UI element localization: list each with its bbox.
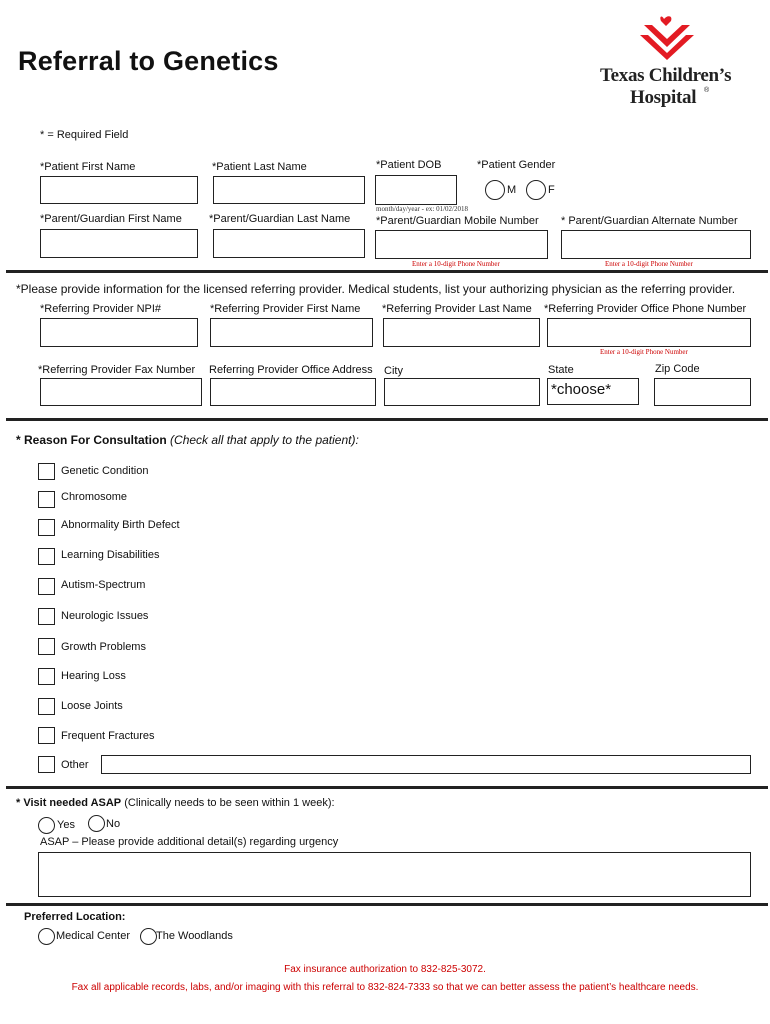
reason-heading	[16, 433, 359, 447]
section-divider	[6, 270, 768, 273]
checkbox-learning-disabilities[interactable]	[38, 548, 55, 565]
provider-section-note: *Please provide information for the licensed referring provider. Medical students, list your authorizing physician as the referring provider.	[16, 282, 736, 296]
section-divider	[6, 903, 768, 906]
asap-no-label: No	[106, 818, 121, 830]
provider-last-name-input[interactable]	[383, 318, 540, 347]
logo-text-line1: Texas Children’s	[600, 65, 732, 86]
asap-heading-bold: * Visit needed ASAP	[16, 797, 122, 809]
asap-yes-radio[interactable]	[38, 817, 55, 834]
asap-no-radio[interactable]	[88, 815, 105, 832]
checkbox-label: Frequent Fractures	[61, 730, 155, 742]
checkbox-loose-joints[interactable]	[38, 698, 55, 715]
checkbox-label: Other	[61, 759, 89, 771]
guardian-mobile-input[interactable]	[375, 230, 548, 259]
provider-npi-input[interactable]	[40, 318, 198, 347]
guardian-mobile-label: *Parent/Guardian Mobile Number	[376, 215, 539, 227]
provider-address-label: Referring Provider Office Address	[209, 364, 373, 376]
patient-dob-input[interactable]	[375, 175, 457, 205]
checkbox-label: Genetic Condition	[61, 465, 149, 477]
state-select[interactable]: *choose*	[547, 378, 639, 405]
checkbox-genetic-condition[interactable]	[38, 463, 55, 480]
checkbox-label: Chromosome	[61, 491, 128, 503]
zip-input[interactable]	[654, 378, 751, 406]
checkbox-autism-spectrum[interactable]	[38, 578, 55, 595]
section-divider	[6, 418, 768, 421]
asap-detail-textarea[interactable]	[38, 852, 751, 897]
logo-text-line2: Hospital	[630, 87, 697, 108]
city-input[interactable]	[384, 378, 540, 406]
location-medical-center-label: Medical Center	[56, 930, 130, 942]
provider-office-phone-label: *Referring Provider Office Phone Number	[544, 303, 747, 315]
provider-address-input[interactable]	[210, 378, 376, 406]
location-woodlands-label: The Woodlands	[156, 930, 233, 942]
provider-fax-input[interactable]	[40, 378, 202, 406]
checkbox-label: Hearing Loss	[61, 670, 126, 682]
guardian-alternate-label: * Parent/Guardian Alternate Number	[561, 215, 738, 227]
checkbox-chromosome[interactable]	[38, 491, 55, 508]
checkbox-label: Loose Joints	[61, 700, 123, 712]
patient-first-name-label: *Patient First Name	[40, 161, 136, 173]
checkbox-label: Neurologic Issues	[61, 610, 149, 622]
provider-fax-label: *Referring Provider Fax Number	[38, 364, 196, 376]
registered-mark: ®	[704, 87, 710, 94]
office-phone-hint: Enter a 10-digit Phone Number	[600, 348, 688, 356]
checkbox-label: Autism-Spectrum	[61, 579, 146, 591]
checkbox-other[interactable]	[38, 756, 55, 773]
texas-childrens-logo	[598, 15, 748, 115]
reason-heading-bold: * Reason For Consultation	[16, 433, 167, 447]
asap-detail-label: ASAP – Please provide additional detail(s) regarding urgency	[40, 836, 339, 848]
patient-last-name-input[interactable]	[213, 176, 365, 204]
provider-first-name-label: *Referring Provider First Name	[210, 303, 361, 315]
asap-heading	[16, 797, 335, 809]
footer-records-fax: Fax all applicable records, labs, and/or imaging with this referral to 832-824-7333 so that we can better assess the patient’s healthcare needs.	[71, 982, 699, 993]
state-label: State	[548, 364, 574, 376]
other-reason-input[interactable]	[101, 755, 751, 774]
gender-m-radio[interactable]	[485, 180, 505, 200]
reason-heading-note: (Check all that apply to the patient):	[170, 433, 359, 447]
checkbox-growth-problems[interactable]	[38, 638, 55, 655]
footer-insurance-fax: Fax insurance authorization to 832-825-3072.	[284, 964, 486, 975]
guardian-first-name-input[interactable]	[40, 229, 198, 258]
patient-gender-label: *Patient Gender	[477, 159, 556, 171]
asap-yes-label: Yes	[57, 819, 75, 831]
location-medical-center-radio[interactable]	[38, 928, 55, 945]
checkbox-frequent-fractures[interactable]	[38, 727, 55, 744]
mobile-phone-hint: Enter a 10-digit Phone Number	[412, 260, 500, 268]
guardian-alternate-input[interactable]	[561, 230, 751, 259]
checkbox-label: Learning Disabilities	[61, 549, 160, 561]
gender-m-label: M	[507, 184, 517, 196]
required-field-note: * = Required Field	[40, 129, 129, 141]
location-woodlands-radio[interactable]	[140, 928, 157, 945]
heart-hands-icon	[598, 15, 748, 65]
zip-label: Zip Code	[655, 363, 700, 375]
page-title: Referral to Genetics	[18, 46, 279, 76]
guardian-last-name-label: *Parent/Guardian Last Name	[209, 213, 351, 225]
section-divider	[6, 786, 768, 789]
guardian-first-name-label: *Parent/Guardian First Name	[40, 213, 182, 225]
patient-last-name-label: *Patient Last Name	[212, 161, 307, 173]
provider-office-phone-input[interactable]	[547, 318, 751, 347]
asap-heading-note: (Clinically needs to be seen within 1 week):	[124, 797, 335, 809]
patient-dob-label: *Patient DOB	[376, 159, 442, 171]
dob-format-hint: month/day/year - ex: 01/02/2018	[376, 205, 468, 213]
guardian-last-name-input[interactable]	[213, 229, 365, 258]
patient-first-name-input[interactable]	[40, 176, 198, 204]
checkbox-birth-defect[interactable]	[38, 519, 55, 536]
checkbox-label: Growth Problems	[61, 641, 146, 653]
checkbox-neurologic-issues[interactable]	[38, 608, 55, 625]
city-label: City	[384, 365, 403, 377]
checkbox-label: Abnormality Birth Defect	[61, 519, 180, 531]
provider-first-name-input[interactable]	[210, 318, 373, 347]
gender-f-label: F	[548, 184, 555, 196]
provider-last-name-label: *Referring Provider Last Name	[382, 303, 532, 315]
preferred-location-heading: Preferred Location:	[24, 911, 126, 923]
provider-npi-label: *Referring Provider NPI#	[40, 303, 162, 315]
gender-f-radio[interactable]	[526, 180, 546, 200]
alternate-phone-hint: Enter a 10-digit Phone Number	[605, 260, 693, 268]
checkbox-hearing-loss[interactable]	[38, 668, 55, 685]
